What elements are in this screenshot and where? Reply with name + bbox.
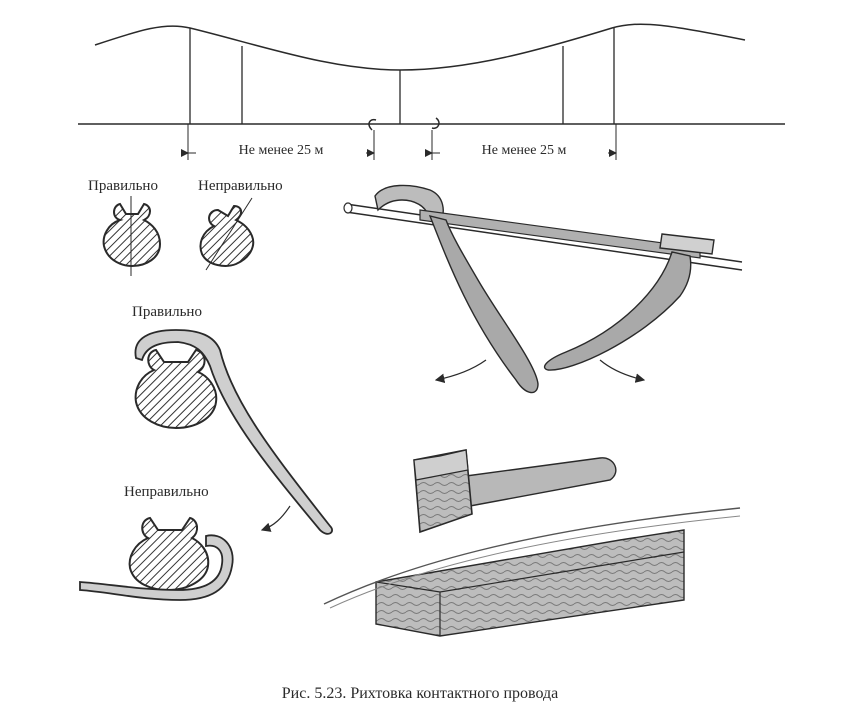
dimension-right-label: Не менее 25 м [481,143,567,158]
dimension-right [432,140,616,158]
splice-right [432,118,439,128]
profile-correct-large [135,330,332,534]
profile-incorrect [201,198,254,270]
profile-correct [104,196,160,276]
splice-left [369,120,376,130]
droppers [190,28,614,124]
profiles-top [88,178,283,276]
profile-correct-large-label: Правильно [132,304,202,320]
hammer [414,450,616,532]
profile-correct-label: Правильно [88,178,158,194]
straightening-wrench [344,185,742,392]
profiles-bottom [80,304,332,600]
profile-incorrect-label: Неправильно [198,178,283,194]
carrier-cable [95,24,745,70]
dimension-left-label: Не менее 25 м [238,143,324,158]
catenary-span-diagram [78,24,785,160]
wooden-block [324,508,740,636]
dimension-left [188,140,374,158]
profile-incorrect-large [80,518,233,600]
profile-incorrect-large-label: Неправильно [124,484,209,500]
figure-caption: Рис. 5.23. Рихтовка контактного провода [281,685,559,702]
